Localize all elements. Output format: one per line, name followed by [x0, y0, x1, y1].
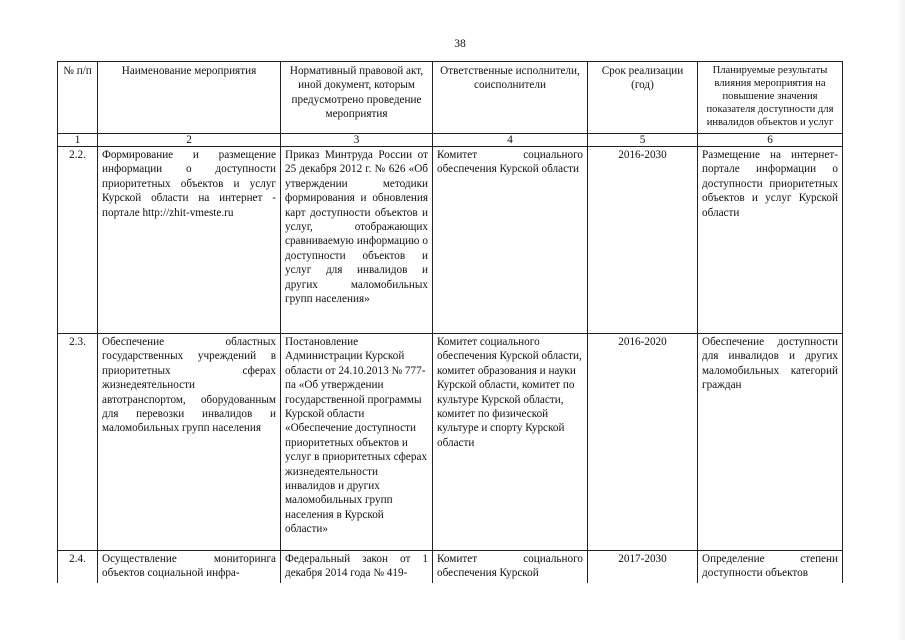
column-number: 1	[58, 134, 98, 147]
scan-edge-shadow	[897, 0, 905, 640]
column-numbers-row	[58, 134, 843, 147]
legal-act: Приказ Минтруда России от 25 декабря 2012 г. № 626 «Об утверждении методики формирования и обновления карт доступности объектов и услуг, отображающих сравниваемую информацию о доступности объектов и услуг для инвалидов и других маломобильных групп населения»	[281, 147, 433, 334]
executors: Комитет социального обеспечения Курской области	[433, 147, 588, 334]
header-executors: Ответственные исполнители, соисполнители	[433, 62, 588, 134]
header-period: Срок реализации (год)	[588, 62, 698, 134]
measure-name: Осуществление мониторинга объектов социальной инфра-	[98, 551, 281, 584]
measure-name: Обеспечение областных государственных учреждений в приоритетных сферах жизнедеятельности автотранспортом, оборудованным для перевозки инвалидов и маломобильных групп населения	[98, 334, 281, 551]
column-number: 5	[588, 134, 698, 147]
row-number: 2.4.	[58, 551, 98, 584]
table-row	[58, 551, 843, 584]
period: 2016-2020	[588, 334, 698, 551]
legal-act: Федеральный закон от 1 декабря 2014 года № 419-	[281, 551, 433, 584]
header-results: Планируемые результаты влияния мероприятия на повышение значения показателя доступности для инвалидов объектов и услуг	[698, 62, 843, 134]
column-number: 4	[433, 134, 588, 147]
executors: Комитет социального обеспечения Курской	[433, 551, 588, 584]
period: 2017-2030	[588, 551, 698, 584]
table-header-row	[58, 62, 843, 134]
measures-table	[57, 61, 843, 583]
page-number: 38	[454, 38, 466, 50]
column-number: 2	[98, 134, 281, 147]
row-number: 2.3.	[58, 334, 98, 551]
header-name: Наименование мероприятия	[98, 62, 281, 134]
measure-name: Формирование и размещение информации о доступности приоритетных объектов и услуг Курской области на интернет - портале http://zhit-vmeste.ru	[98, 147, 281, 334]
planned-results: Обеспечение доступности для инвалидов и других маломобильных категорий граждан	[698, 334, 843, 551]
column-number: 3	[281, 134, 433, 147]
planned-results: Определение степени доступности объектов	[698, 551, 843, 584]
header-number: № п/п	[58, 62, 98, 134]
row-number: 2.2.	[58, 147, 98, 334]
period: 2016-2030	[588, 147, 698, 334]
executors: Комитет социального обеспечения Курской области, комитет образования и науки Курской области, комитет по культуре Курской области, комитет по физической культуре и спорту Курской области	[433, 334, 588, 551]
column-number: 6	[698, 134, 843, 147]
planned-results: Размещение на интернет-портале информации о доступности приоритетных объектов и услуг Курской области	[698, 147, 843, 334]
table-row	[58, 334, 843, 551]
header-act: Нормативный правовой акт, иной документ, которым предусмотрено проведение мероприятия	[281, 62, 433, 134]
legal-act: Постановление Администрации Курской области от 24.10.2013 № 777-па «Об утверждении государственной программы Курской области «Обеспечение доступности приоритетных объектов и услуг в приоритетных сферах жизнедеятельности инвалидов и других маломобильных групп населения в Курской области»	[281, 334, 433, 551]
table-row	[58, 147, 843, 334]
